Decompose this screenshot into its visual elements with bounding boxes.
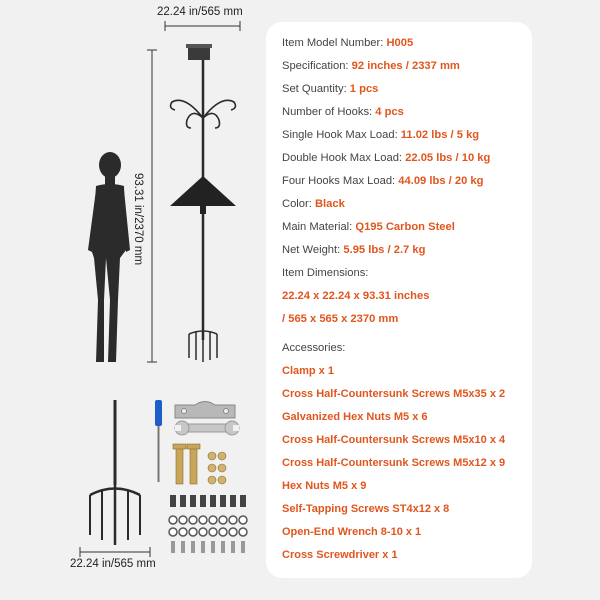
accessory-item: Cross Half-Countersunk Screws M5x35 x 2 — [282, 388, 506, 400]
height-arrow — [147, 50, 157, 362]
long-bolts-icon — [173, 444, 200, 484]
spec-line: Color: Black — [282, 198, 345, 210]
accessory-item: Cross Screwdriver x 1 — [282, 549, 398, 561]
screwdriver-icon — [155, 400, 162, 482]
height-label: 93.31 in/2370 mm — [132, 172, 144, 266]
top-width-label: 22.24 in/565 mm — [157, 6, 243, 18]
spec-line: Item Model Number: H005 — [282, 37, 414, 49]
spec-line: Single Hook Max Load: 11.02 lbs / 5 kg — [282, 129, 480, 141]
spec-line: Net Weight: 5.95 lbs / 2.7 kg — [282, 244, 426, 256]
accessory-item: Cross Half-Countersunk Screws M5x10 x 4 — [282, 434, 506, 446]
bottom-width-label: 22.24 in/565 mm — [70, 558, 156, 570]
human-silhouette-icon — [88, 152, 130, 362]
spec-line: Set Quantity: 1 pcs — [282, 83, 379, 95]
spec-line: Double Hook Max Load: 22.05 lbs / 10 kg — [282, 152, 491, 164]
top-width-arrow — [165, 21, 240, 31]
accessory-item: Galvanized Hex Nuts M5 x 6 — [282, 411, 428, 423]
accessory-item: Hex Nuts M5 x 9 — [282, 480, 367, 492]
ground-stake-detail — [90, 400, 140, 545]
spec-line: Number of Hooks: 4 pcs — [282, 106, 404, 118]
accessories-heading: Accessories: — [282, 342, 346, 354]
accessory-item: Self-Tapping Screws ST4x12 x 8 — [282, 503, 450, 515]
bottom-width-arrow — [80, 547, 150, 557]
wrench-icon — [175, 421, 239, 435]
shepherd-hook-pole — [170, 44, 236, 362]
spec-line: Item Dimensions: — [282, 267, 369, 279]
accessory-item: Clamp x 1 — [282, 365, 334, 377]
spec-line: Specification: 92 inches / 2337 mm — [282, 60, 460, 72]
spec-line: 22.24 x 22.24 x 93.31 inches — [282, 290, 430, 302]
spec-line: Main Material: Q195 Carbon Steel — [282, 221, 455, 233]
accessory-item: Open-End Wrench 8-10 x 1 — [282, 526, 422, 538]
accessory-item: Cross Half-Countersunk Screws M5x12 x 9 — [282, 457, 506, 469]
spec-line: / 565 x 565 x 2370 mm — [282, 313, 399, 325]
spec-line: Four Hooks Max Load: 44.09 lbs / 20 kg — [282, 175, 484, 187]
clamp-icon — [175, 402, 235, 419]
